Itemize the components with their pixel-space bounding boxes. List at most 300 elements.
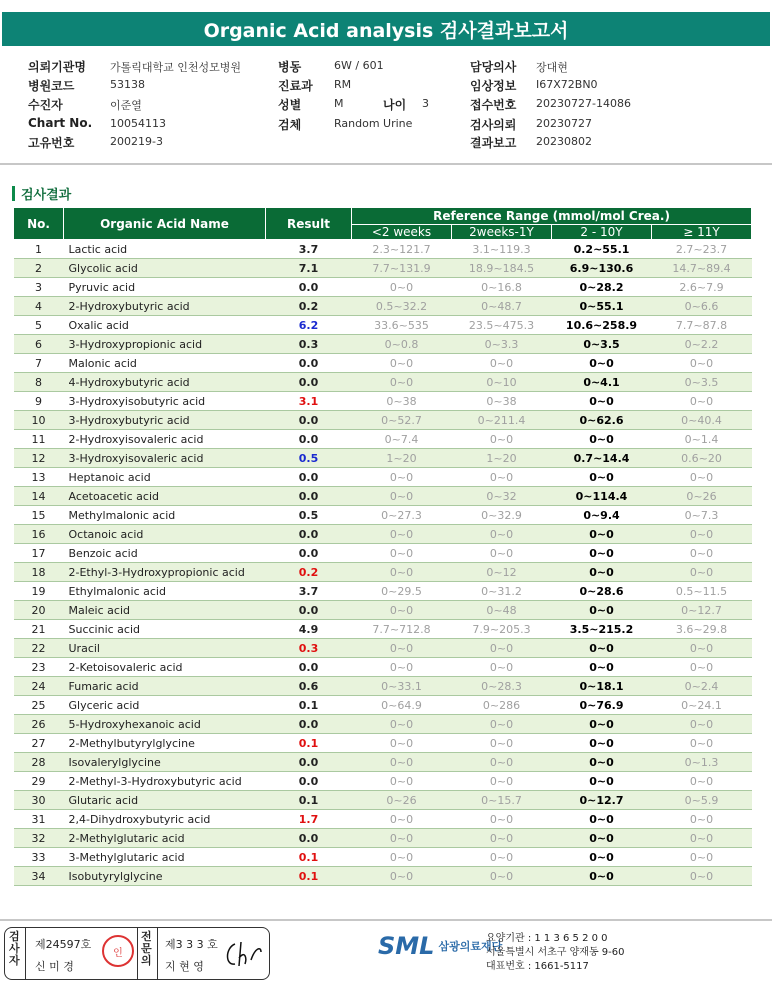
cell-ref-4: 0.6~20 (652, 449, 752, 468)
cell-ref-3: 0~0 (552, 639, 652, 658)
cell-ref-3: 0~0 (552, 829, 652, 848)
table-row (14, 354, 752, 373)
cell-ref-3: 0~0 (552, 810, 652, 829)
cell-name: 2-Methylglutaric acid (64, 829, 266, 848)
cell-ref-3: 0~0 (552, 563, 652, 582)
cell-no: 20 (14, 601, 64, 620)
cell-ref-1: 0~0 (352, 354, 452, 373)
cell-no: 30 (14, 791, 64, 810)
cell-result: 0.0 (266, 468, 352, 487)
cell-ref-2: 23.5~475.3 (452, 316, 552, 335)
report-title: Organic Acid analysis 검사결과보고서 (2, 12, 770, 46)
cell-ref-3: 0~0 (552, 601, 652, 620)
cell-name: Oxalic acid (64, 316, 266, 335)
cell-ref-1: 0.5~32.2 (352, 297, 452, 316)
cell-ref-1: 0~0 (352, 734, 452, 753)
info-value: Random Urine (334, 117, 413, 130)
cell-ref-4: 0~6.6 (652, 297, 752, 316)
cell-ref-2: 7.9~205.3 (452, 620, 552, 639)
cell-ref-2: 0~32.9 (452, 506, 552, 525)
cell-ref-4: 0~0 (652, 772, 752, 791)
cell-name: Glyceric acid (64, 696, 266, 715)
cell-ref-1: 0~0 (352, 544, 452, 563)
cell-ref-2: 0~286 (452, 696, 552, 715)
cell-ref-4: 0~2.4 (652, 677, 752, 696)
cell-no: 1 (14, 240, 64, 259)
cell-no: 6 (14, 335, 64, 354)
cell-ref-3: 0~0 (552, 392, 652, 411)
cell-result: 0.0 (266, 715, 352, 734)
table-row (14, 297, 752, 316)
section-marker (12, 186, 15, 201)
table-row (14, 449, 752, 468)
cell-ref-1: 0~38 (352, 392, 452, 411)
table-row (14, 525, 752, 544)
company-logo (366, 932, 502, 960)
cell-ref-4: 0~7.3 (652, 506, 752, 525)
cell-no: 19 (14, 582, 64, 601)
cell-ref-1: 0~0 (352, 373, 452, 392)
cell-name: 5-Hydroxyhexanoic acid (64, 715, 266, 734)
cell-result: 0.0 (266, 354, 352, 373)
cell-ref-2: 0~0 (452, 810, 552, 829)
cell-ref-3: 0~0 (552, 468, 652, 487)
cell-ref-2: 0~0 (452, 639, 552, 658)
cell-no: 29 (14, 772, 64, 791)
cell-ref-4: 0~0 (652, 354, 752, 373)
cell-ref-3: 0~76.9 (552, 696, 652, 715)
table-row (14, 677, 752, 696)
cell-ref-2: 3.1~119.3 (452, 240, 552, 259)
cell-no: 33 (14, 848, 64, 867)
cell-no: 18 (14, 563, 64, 582)
cell-ref-3: 0~18.1 (552, 677, 652, 696)
info-value: 20230727-14086 (536, 97, 631, 110)
cell-ref-4: 0~24.1 (652, 696, 752, 715)
cell-name: Isobutyrylglycine (64, 867, 266, 886)
table-row (14, 506, 752, 525)
cell-ref-3: 0~0 (552, 867, 652, 886)
cell-ref-2: 0~0 (452, 829, 552, 848)
cell-name: 2-Ethyl-3-Hydroxypropionic acid (64, 563, 266, 582)
cell-ref-3: 0~0 (552, 354, 652, 373)
cell-ref-3: 0~9.4 (552, 506, 652, 525)
cell-result: 0.3 (266, 639, 352, 658)
cell-name: Heptanoic acid (64, 468, 266, 487)
col-header-ref-4: ≥ 11Y (652, 225, 752, 240)
cell-no: 10 (14, 411, 64, 430)
cell-name: Uracil (64, 639, 266, 658)
table-row (14, 278, 752, 297)
cell-result: 0.0 (266, 772, 352, 791)
cell-ref-1: 0~0 (352, 772, 452, 791)
cell-result: 0.5 (266, 506, 352, 525)
cell-ref-3: 0~28.2 (552, 278, 652, 297)
cell-result: 0.2 (266, 297, 352, 316)
cell-ref-3: 0~28.6 (552, 582, 652, 601)
cell-result: 0.5 (266, 449, 352, 468)
cell-ref-4: 0~0 (652, 563, 752, 582)
table-row (14, 791, 752, 810)
cell-no: 21 (14, 620, 64, 639)
table-row (14, 430, 752, 449)
cell-no: 28 (14, 753, 64, 772)
cell-no: 27 (14, 734, 64, 753)
cell-no: 25 (14, 696, 64, 715)
cell-ref-3: 0.2~55.1 (552, 240, 652, 259)
organization-info (486, 932, 625, 974)
table-row (14, 753, 752, 772)
table-row (14, 411, 752, 430)
cell-result: 1.7 (266, 810, 352, 829)
cell-ref-4: 0~0 (652, 867, 752, 886)
cell-no: 23 (14, 658, 64, 677)
info-value: 3 (422, 97, 429, 110)
cell-ref-1: 0~0 (352, 829, 452, 848)
cell-ref-2: 0~0 (452, 715, 552, 734)
cell-ref-1: 0~0 (352, 658, 452, 677)
col-header-reference: Reference Range (mmol/mol Crea.) (352, 208, 752, 225)
cell-result: 0.1 (266, 867, 352, 886)
table-row (14, 639, 752, 658)
cell-no: 31 (14, 810, 64, 829)
cell-result: 0.1 (266, 696, 352, 715)
cell-ref-4: 7.7~87.8 (652, 316, 752, 335)
cell-name: Benzoic acid (64, 544, 266, 563)
cell-no: 12 (14, 449, 64, 468)
cell-ref-2: 0~0 (452, 734, 552, 753)
approver-name: 지 현 영 (165, 960, 204, 973)
col-header-no: No. (14, 208, 64, 240)
cell-no: 9 (14, 392, 64, 411)
cell-result: 0.0 (266, 601, 352, 620)
cell-name: Acetoacetic acid (64, 487, 266, 506)
cell-no: 17 (14, 544, 64, 563)
org-line: 서울특별시 서초구 양재동 9-60 (486, 947, 625, 958)
info-label: 진료과 (278, 79, 313, 93)
info-value: 이준열 (110, 99, 142, 112)
cell-ref-4: 0~0 (652, 848, 752, 867)
cell-ref-1: 0~0 (352, 848, 452, 867)
cell-ref-1: 0~0 (352, 753, 452, 772)
cell-ref-4: 0~0 (652, 829, 752, 848)
cell-result: 0.6 (266, 677, 352, 696)
cell-ref-2: 0~48 (452, 601, 552, 620)
cell-no: 7 (14, 354, 64, 373)
col-header-result: Result (266, 208, 352, 240)
cell-result: 6.2 (266, 316, 352, 335)
cell-ref-3: 0~0 (552, 772, 652, 791)
cell-ref-2: 0~3.3 (452, 335, 552, 354)
cell-no: 4 (14, 297, 64, 316)
cell-name: 2-Methylbutyrylglycine (64, 734, 266, 753)
cell-name: Fumaric acid (64, 677, 266, 696)
info-label: 검사의뢰 (470, 118, 517, 132)
cell-no: 2 (14, 259, 64, 278)
table-row (14, 373, 752, 392)
table-row (14, 259, 752, 278)
cell-result: 0.0 (266, 658, 352, 677)
info-value: 10054113 (110, 117, 166, 130)
cell-name: Octanoic acid (64, 525, 266, 544)
cell-no: 14 (14, 487, 64, 506)
cell-ref-4: 0~1.4 (652, 430, 752, 449)
table-row (14, 772, 752, 791)
cell-ref-2: 0~28.3 (452, 677, 552, 696)
cell-result: 0.0 (266, 278, 352, 297)
approver-license: 제3 3 3 호 (165, 938, 218, 951)
cell-result: 0.1 (266, 848, 352, 867)
table-row (14, 240, 752, 259)
cell-no: 5 (14, 316, 64, 335)
table-row (14, 620, 752, 639)
cell-result: 0.0 (266, 753, 352, 772)
cell-result: 3.7 (266, 582, 352, 601)
cell-result: 0.0 (266, 829, 352, 848)
cell-ref-4: 0~0 (652, 544, 752, 563)
cell-name: Lactic acid (64, 240, 266, 259)
info-label: 병원코드 (28, 79, 75, 93)
cell-ref-3: 0~3.5 (552, 335, 652, 354)
cell-ref-3: 0~0 (552, 734, 652, 753)
org-line: 요양기관 : 1 1 3 6 5 2 0 0 (486, 933, 608, 944)
cell-ref-4: 0~0 (652, 639, 752, 658)
cell-ref-1: 0~33.1 (352, 677, 452, 696)
signature-box (4, 927, 270, 980)
cell-result: 0.2 (266, 563, 352, 582)
cell-no: 15 (14, 506, 64, 525)
table-row (14, 544, 752, 563)
cell-ref-4: 0.5~11.5 (652, 582, 752, 601)
table-row (14, 563, 752, 582)
cell-no: 8 (14, 373, 64, 392)
info-label: 의뢰기관명 (28, 60, 86, 74)
cell-ref-4: 0~0 (652, 715, 752, 734)
cell-result: 0.0 (266, 525, 352, 544)
table-row (14, 392, 752, 411)
cell-ref-4: 0~0 (652, 392, 752, 411)
cell-no: 11 (14, 430, 64, 449)
info-value: I67X72BN0 (536, 78, 598, 91)
cell-name: Methylmalonic acid (64, 506, 266, 525)
signature-icon (223, 938, 265, 970)
cell-ref-3: 0~0 (552, 525, 652, 544)
cell-ref-3: 0~0 (552, 658, 652, 677)
cell-ref-2: 0~12 (452, 563, 552, 582)
cell-ref-1: 0~0 (352, 278, 452, 297)
cell-name: Ethylmalonic acid (64, 582, 266, 601)
col-header-name: Organic Acid Name (64, 208, 266, 240)
col-header-ref-2: 2weeks-1Y (452, 225, 552, 240)
col-header-ref-3: 2 - 10Y (552, 225, 652, 240)
cell-result: 0.0 (266, 544, 352, 563)
approver-label: 전문의 (141, 930, 152, 967)
cell-ref-2: 0~0 (452, 772, 552, 791)
cell-result: 7.1 (266, 259, 352, 278)
cell-ref-2: 0~0 (452, 468, 552, 487)
info-label: 수진자 (28, 98, 63, 112)
cell-ref-4: 2.7~23.7 (652, 240, 752, 259)
cell-ref-1: 0~7.4 (352, 430, 452, 449)
cell-ref-3: 0~0 (552, 430, 652, 449)
table-row (14, 335, 752, 354)
cell-ref-1: 33.6~535 (352, 316, 452, 335)
info-value: 20230727 (536, 117, 592, 130)
section-title: 검사결과 (21, 188, 72, 203)
cell-name: 3-Methylglutaric acid (64, 848, 266, 867)
inspector-license: 제24597호 (35, 938, 92, 951)
cell-ref-2: 0~15.7 (452, 791, 552, 810)
cell-result: 0.0 (266, 373, 352, 392)
cell-ref-4: 0~2.2 (652, 335, 752, 354)
inspector-name: 신 미 경 (35, 960, 74, 973)
cell-ref-1: 0~0 (352, 487, 452, 506)
cell-name: 3-Hydroxypropionic acid (64, 335, 266, 354)
cell-ref-4: 2.6~7.9 (652, 278, 752, 297)
cell-ref-2: 0~0 (452, 867, 552, 886)
info-label: 임상정보 (470, 79, 517, 93)
cell-ref-4: 3.6~29.8 (652, 620, 752, 639)
cell-result: 3.1 (266, 392, 352, 411)
table-row (14, 316, 752, 335)
table-row (14, 848, 752, 867)
info-value: 20230802 (536, 135, 592, 148)
cell-no: 26 (14, 715, 64, 734)
cell-ref-1: 0~0 (352, 867, 452, 886)
cell-name: 3-Hydroxybutyric acid (64, 411, 266, 430)
cell-ref-3: 0.7~14.4 (552, 449, 652, 468)
table-row (14, 468, 752, 487)
info-label: 접수번호 (470, 98, 517, 112)
cell-result: 0.0 (266, 487, 352, 506)
cell-name: Glycolic acid (64, 259, 266, 278)
cell-ref-1: 7.7~131.9 (352, 259, 452, 278)
info-value: 53138 (110, 78, 145, 91)
table-row (14, 582, 752, 601)
cell-no: 24 (14, 677, 64, 696)
cell-ref-1: 0~0 (352, 810, 452, 829)
cell-ref-1: 0~0.8 (352, 335, 452, 354)
cell-result: 0.1 (266, 791, 352, 810)
info-value: 장대현 (536, 61, 568, 74)
cell-ref-2: 0~0 (452, 430, 552, 449)
cell-no: 34 (14, 867, 64, 886)
cell-ref-4: 0~0 (652, 468, 752, 487)
cell-ref-1: 0~0 (352, 639, 452, 658)
cell-ref-3: 0~12.7 (552, 791, 652, 810)
cell-no: 32 (14, 829, 64, 848)
cell-ref-4: 0~0 (652, 810, 752, 829)
cell-result: 3.7 (266, 240, 352, 259)
cell-result: 0.3 (266, 335, 352, 354)
cell-ref-2: 0~0 (452, 544, 552, 563)
cell-ref-4: 0~5.9 (652, 791, 752, 810)
info-label: 병동 (278, 60, 302, 74)
cell-name: 2-Methyl-3-Hydroxybutyric acid (64, 772, 266, 791)
cell-ref-2: 1~20 (452, 449, 552, 468)
cell-ref-4: 0~0 (652, 525, 752, 544)
cell-name: 2,4-Dihydroxybutyric acid (64, 810, 266, 829)
info-value: 6W / 601 (334, 59, 384, 72)
info-label: 성별 (278, 98, 302, 112)
cell-ref-2: 0~0 (452, 354, 552, 373)
info-label: 담당의사 (470, 60, 517, 74)
cell-ref-2: 0~16.8 (452, 278, 552, 297)
cell-ref-3: 0~0 (552, 753, 652, 772)
cell-ref-3: 0~62.6 (552, 411, 652, 430)
cell-result: 0.0 (266, 430, 352, 449)
cell-name: Pyruvic acid (64, 278, 266, 297)
cell-ref-2: 0~32 (452, 487, 552, 506)
cell-ref-1: 0~0 (352, 563, 452, 582)
cell-ref-2: 0~0 (452, 525, 552, 544)
cell-ref-2: 0~211.4 (452, 411, 552, 430)
cell-ref-4: 0~0 (652, 734, 752, 753)
table-row (14, 601, 752, 620)
cell-ref-3: 0~114.4 (552, 487, 652, 506)
section-header (12, 184, 71, 203)
cell-ref-2: 0~10 (452, 373, 552, 392)
cell-ref-3: 3.5~215.2 (552, 620, 652, 639)
cell-result: 0.0 (266, 411, 352, 430)
cell-name: Isovalerylglycine (64, 753, 266, 772)
cell-ref-4: 0~12.7 (652, 601, 752, 620)
info-label: 결과보고 (470, 136, 517, 150)
table-row (14, 715, 752, 734)
info-value: M (334, 97, 344, 110)
cell-ref-1: 0~0 (352, 468, 452, 487)
cell-result: 0.1 (266, 734, 352, 753)
cell-ref-3: 0~0 (552, 848, 652, 867)
cell-name: 3-Hydroxyisovaleric acid (64, 449, 266, 468)
cell-name: 4-Hydroxybutyric acid (64, 373, 266, 392)
cell-ref-3: 0~55.1 (552, 297, 652, 316)
org-line: 대표번호 : 1661-5117 (486, 961, 589, 972)
cell-ref-1: 0~52.7 (352, 411, 452, 430)
cell-ref-1: 0~0 (352, 525, 452, 544)
table-row (14, 696, 752, 715)
cell-ref-1: 1~20 (352, 449, 452, 468)
cell-name: 3-Hydroxyisobutyric acid (64, 392, 266, 411)
cell-ref-4: 0~1.3 (652, 753, 752, 772)
cell-ref-1: 0~0 (352, 715, 452, 734)
cell-name: Malonic acid (64, 354, 266, 373)
cell-no: 3 (14, 278, 64, 297)
cell-ref-4: 0~26 (652, 487, 752, 506)
cell-ref-2: 0~0 (452, 658, 552, 677)
cell-ref-3: 0~0 (552, 715, 652, 734)
cell-no: 16 (14, 525, 64, 544)
table-row (14, 810, 752, 829)
cell-ref-2: 0~38 (452, 392, 552, 411)
cell-ref-1: 2.3~121.7 (352, 240, 452, 259)
cell-no: 13 (14, 468, 64, 487)
info-value: 가톨릭대학교 인천성모병원 (110, 61, 242, 74)
info-label: 고유번호 (28, 136, 75, 150)
cell-name: Glutaric acid (64, 791, 266, 810)
table-row (14, 734, 752, 753)
cell-no: 22 (14, 639, 64, 658)
cell-name: Succinic acid (64, 620, 266, 639)
cell-name: 2-Hydroxyisovaleric acid (64, 430, 266, 449)
info-value: 200219-3 (110, 135, 163, 148)
cell-ref-1: 7.7~712.8 (352, 620, 452, 639)
cell-result: 4.9 (266, 620, 352, 639)
table-row (14, 658, 752, 677)
info-label: Chart No. (28, 116, 93, 130)
results-table (13, 207, 752, 886)
cell-name: 2-Ketoisovaleric acid (64, 658, 266, 677)
